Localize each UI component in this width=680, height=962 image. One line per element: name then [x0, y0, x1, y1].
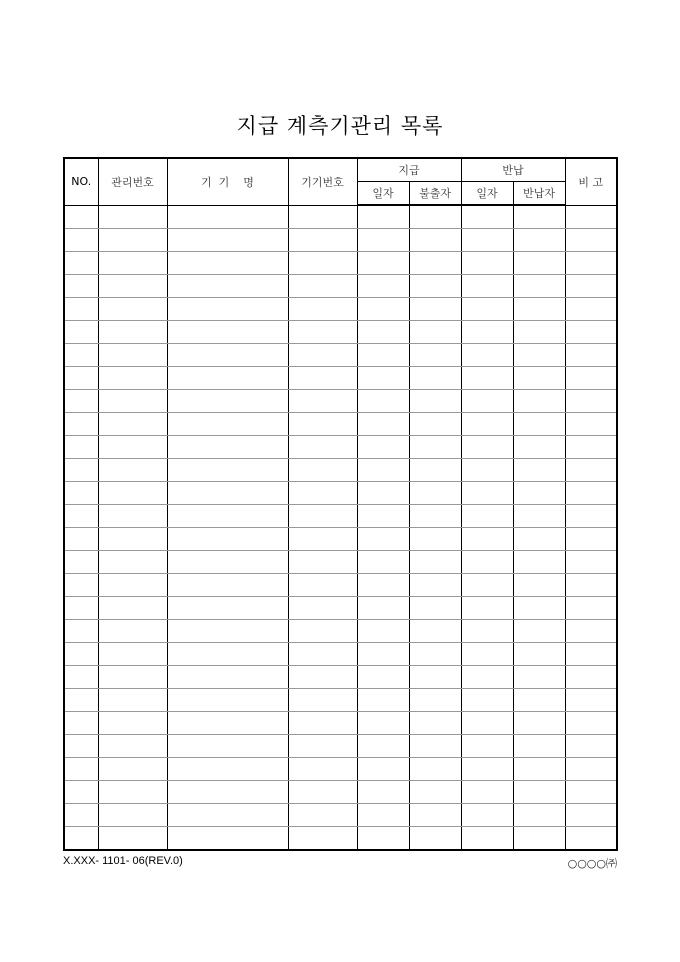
header-remarks: 비 고: [565, 158, 617, 205]
cell-remarks: [565, 781, 617, 804]
cell-management-number: [98, 413, 167, 436]
cell-issue-date: [357, 735, 409, 758]
cell-management-number: [98, 252, 167, 275]
cell-equipment-name: [167, 459, 288, 482]
cell-no: [64, 390, 98, 413]
cell-equipment-name: [167, 390, 288, 413]
table-row: [64, 781, 617, 804]
cell-management-number: [98, 551, 167, 574]
cell-equipment-number: [288, 689, 357, 712]
cell-issue-date: [357, 712, 409, 735]
cell-equipment-number: [288, 390, 357, 413]
table-row: [64, 666, 617, 689]
cell-remarks: [565, 505, 617, 528]
cell-management-number: [98, 620, 167, 643]
cell-issue-person: [409, 321, 461, 344]
cell-equipment-name: [167, 781, 288, 804]
cell-equipment-number: [288, 620, 357, 643]
cell-return-person: [513, 712, 565, 735]
cell-equipment-name: [167, 758, 288, 781]
cell-issue-person: [409, 505, 461, 528]
cell-return-person: [513, 459, 565, 482]
cell-equipment-number: [288, 459, 357, 482]
cell-return-person: [513, 666, 565, 689]
cell-remarks: [565, 804, 617, 827]
header-issue-date: 일자: [357, 182, 409, 206]
cell-return-date: [461, 758, 513, 781]
cell-equipment-name: [167, 620, 288, 643]
cell-no: [64, 597, 98, 620]
cell-equipment-name: [167, 574, 288, 597]
cell-equipment-number: [288, 229, 357, 252]
cell-issue-person: [409, 275, 461, 298]
cell-equipment-number: [288, 597, 357, 620]
cell-no: [64, 712, 98, 735]
table-row: [64, 551, 617, 574]
cell-management-number: [98, 735, 167, 758]
cell-return-date: [461, 666, 513, 689]
cell-management-number: [98, 205, 167, 229]
cell-issue-date: [357, 275, 409, 298]
cell-issue-date: [357, 620, 409, 643]
cell-no: [64, 482, 98, 505]
table-row: [64, 574, 617, 597]
cell-return-date: [461, 275, 513, 298]
cell-equipment-number: [288, 252, 357, 275]
cell-equipment-number: [288, 275, 357, 298]
cell-issue-date: [357, 781, 409, 804]
cell-return-date: [461, 689, 513, 712]
cell-issue-person: [409, 574, 461, 597]
cell-return-date: [461, 459, 513, 482]
cell-return-person: [513, 735, 565, 758]
table-row: [64, 689, 617, 712]
table-row: [64, 321, 617, 344]
cell-issue-date: [357, 321, 409, 344]
cell-remarks: [565, 390, 617, 413]
table-row: [64, 712, 617, 735]
cell-management-number: [98, 827, 167, 851]
cell-issue-person: [409, 344, 461, 367]
table-row: [64, 505, 617, 528]
cell-no: [64, 344, 98, 367]
cell-issue-person: [409, 781, 461, 804]
cell-management-number: [98, 804, 167, 827]
cell-management-number: [98, 229, 167, 252]
cell-equipment-number: [288, 413, 357, 436]
cell-equipment-number: [288, 712, 357, 735]
cell-equipment-number: [288, 505, 357, 528]
cell-issue-person: [409, 367, 461, 390]
cell-equipment-name: [167, 666, 288, 689]
cell-return-person: [513, 275, 565, 298]
cell-remarks: [565, 459, 617, 482]
cell-remarks: [565, 413, 617, 436]
table-row: [64, 413, 617, 436]
cell-no: [64, 689, 98, 712]
cell-equipment-name: [167, 436, 288, 459]
cell-issue-person: [409, 298, 461, 321]
table-body: [64, 205, 617, 850]
cell-return-person: [513, 620, 565, 643]
cell-equipment-number: [288, 344, 357, 367]
cell-equipment-name: [167, 551, 288, 574]
header-issue-group: 지급: [357, 158, 461, 182]
cell-management-number: [98, 574, 167, 597]
cell-return-person: [513, 321, 565, 344]
cell-no: [64, 666, 98, 689]
cell-management-number: [98, 321, 167, 344]
cell-return-person: [513, 827, 565, 851]
cell-equipment-name: [167, 367, 288, 390]
cell-return-person: [513, 205, 565, 229]
table-row: [64, 390, 617, 413]
cell-management-number: [98, 781, 167, 804]
cell-remarks: [565, 344, 617, 367]
cell-equipment-number: [288, 321, 357, 344]
cell-issue-person: [409, 459, 461, 482]
cell-issue-date: [357, 758, 409, 781]
cell-equipment-number: [288, 781, 357, 804]
cell-remarks: [565, 275, 617, 298]
cell-equipment-name: [167, 597, 288, 620]
cell-issue-date: [357, 574, 409, 597]
cell-equipment-name: [167, 482, 288, 505]
cell-issue-date: [357, 689, 409, 712]
cell-equipment-number: [288, 804, 357, 827]
cell-return-person: [513, 413, 565, 436]
cell-management-number: [98, 505, 167, 528]
cell-no: [64, 367, 98, 390]
cell-issue-date: [357, 390, 409, 413]
cell-return-person: [513, 229, 565, 252]
cell-return-date: [461, 827, 513, 851]
cell-issue-date: [357, 298, 409, 321]
equipment-list-table: [63, 157, 618, 851]
document-title: 지급 계측기관리 목록: [236, 114, 444, 138]
cell-issue-date: [357, 827, 409, 851]
cell-no: [64, 252, 98, 275]
cell-management-number: [98, 758, 167, 781]
cell-issue-date: [357, 482, 409, 505]
cell-issue-date: [357, 413, 409, 436]
cell-return-date: [461, 804, 513, 827]
cell-remarks: [565, 298, 617, 321]
cell-return-person: [513, 643, 565, 666]
cell-return-date: [461, 712, 513, 735]
cell-issue-date: [357, 252, 409, 275]
cell-return-date: [461, 298, 513, 321]
company-name: ○○○○㈜: [567, 857, 617, 870]
table-row: [64, 827, 617, 851]
cell-equipment-number: [288, 482, 357, 505]
cell-equipment-name: [167, 528, 288, 551]
cell-issue-person: [409, 205, 461, 229]
cell-return-date: [461, 205, 513, 229]
cell-return-date: [461, 367, 513, 390]
cell-return-person: [513, 781, 565, 804]
table-row: [64, 344, 617, 367]
cell-return-date: [461, 735, 513, 758]
cell-return-date: [461, 413, 513, 436]
cell-issue-person: [409, 643, 461, 666]
cell-equipment-name: [167, 804, 288, 827]
cell-return-person: [513, 482, 565, 505]
cell-issue-person: [409, 804, 461, 827]
cell-no: [64, 758, 98, 781]
cell-equipment-number: [288, 735, 357, 758]
cell-remarks: [565, 252, 617, 275]
cell-equipment-name: [167, 643, 288, 666]
cell-equipment-name: [167, 413, 288, 436]
table-row: [64, 643, 617, 666]
cell-remarks: [565, 620, 617, 643]
cell-remarks: [565, 205, 617, 229]
cell-issue-person: [409, 390, 461, 413]
cell-issue-person: [409, 436, 461, 459]
cell-issue-date: [357, 459, 409, 482]
cell-remarks: [565, 482, 617, 505]
cell-return-date: [461, 781, 513, 804]
cell-remarks: [565, 735, 617, 758]
cell-return-date: [461, 620, 513, 643]
cell-equipment-name: [167, 205, 288, 229]
cell-issue-date: [357, 436, 409, 459]
cell-remarks: [565, 436, 617, 459]
cell-issue-date: [357, 551, 409, 574]
cell-no: [64, 436, 98, 459]
cell-no: [64, 505, 98, 528]
cell-remarks: [565, 321, 617, 344]
form-code: X.XXX- 1101- 06(REV.0): [63, 855, 183, 867]
cell-issue-person: [409, 620, 461, 643]
table-row: [64, 758, 617, 781]
cell-management-number: [98, 436, 167, 459]
cell-return-person: [513, 436, 565, 459]
cell-management-number: [98, 666, 167, 689]
header-return-date: 일자: [461, 182, 513, 206]
table-row: [64, 804, 617, 827]
cell-issue-person: [409, 735, 461, 758]
table-row: [64, 205, 617, 229]
cell-management-number: [98, 367, 167, 390]
cell-issue-person: [409, 252, 461, 275]
table-row: [64, 367, 617, 390]
cell-return-date: [461, 597, 513, 620]
table-row: [64, 275, 617, 298]
cell-issue-date: [357, 804, 409, 827]
cell-remarks: [565, 758, 617, 781]
cell-no: [64, 643, 98, 666]
cell-no: [64, 827, 98, 851]
cell-return-date: [461, 528, 513, 551]
cell-remarks: [565, 528, 617, 551]
cell-issue-date: [357, 528, 409, 551]
table-row: [64, 620, 617, 643]
cell-issue-person: [409, 551, 461, 574]
header-equipment-name: 기 기 명: [167, 158, 288, 205]
cell-issue-date: [357, 367, 409, 390]
cell-equipment-number: [288, 643, 357, 666]
cell-no: [64, 781, 98, 804]
cell-remarks: [565, 574, 617, 597]
table-row: [64, 482, 617, 505]
table-row: [64, 298, 617, 321]
cell-equipment-number: [288, 551, 357, 574]
cell-no: [64, 551, 98, 574]
cell-no: [64, 413, 98, 436]
cell-management-number: [98, 344, 167, 367]
cell-return-date: [461, 482, 513, 505]
cell-issue-date: [357, 344, 409, 367]
cell-issue-date: [357, 205, 409, 229]
cell-issue-person: [409, 528, 461, 551]
header-equipment-number: 기기번호: [288, 158, 357, 205]
cell-no: [64, 275, 98, 298]
cell-equipment-name: [167, 505, 288, 528]
cell-return-date: [461, 321, 513, 344]
cell-remarks: [565, 666, 617, 689]
cell-management-number: [98, 275, 167, 298]
cell-return-date: [461, 505, 513, 528]
cell-management-number: [98, 689, 167, 712]
cell-remarks: [565, 597, 617, 620]
cell-no: [64, 321, 98, 344]
cell-management-number: [98, 459, 167, 482]
cell-issue-person: [409, 482, 461, 505]
table-row: [64, 597, 617, 620]
cell-equipment-name: [167, 827, 288, 851]
cell-return-date: [461, 436, 513, 459]
cell-equipment-number: [288, 827, 357, 851]
cell-return-date: [461, 252, 513, 275]
cell-return-person: [513, 298, 565, 321]
cell-remarks: [565, 689, 617, 712]
cell-return-person: [513, 390, 565, 413]
table-row: [64, 528, 617, 551]
cell-management-number: [98, 298, 167, 321]
cell-remarks: [565, 827, 617, 851]
header-management-number: 관리번호: [98, 158, 167, 205]
cell-remarks: [565, 712, 617, 735]
table-row: [64, 252, 617, 275]
cell-issue-person: [409, 827, 461, 851]
cell-no: [64, 229, 98, 252]
cell-issue-person: [409, 758, 461, 781]
cell-equipment-number: [288, 367, 357, 390]
cell-issue-date: [357, 666, 409, 689]
cell-no: [64, 528, 98, 551]
cell-issue-person: [409, 229, 461, 252]
cell-equipment-name: [167, 298, 288, 321]
cell-return-person: [513, 689, 565, 712]
table-row: [64, 459, 617, 482]
cell-equipment-name: [167, 344, 288, 367]
cell-issue-person: [409, 597, 461, 620]
cell-equipment-number: [288, 758, 357, 781]
cell-issue-person: [409, 666, 461, 689]
cell-no: [64, 804, 98, 827]
cell-remarks: [565, 229, 617, 252]
table-row: [64, 436, 617, 459]
cell-equipment-name: [167, 321, 288, 344]
cell-management-number: [98, 482, 167, 505]
cell-return-person: [513, 252, 565, 275]
cell-equipment-number: [288, 574, 357, 597]
cell-no: [64, 574, 98, 597]
cell-return-date: [461, 344, 513, 367]
cell-issue-date: [357, 643, 409, 666]
cell-return-date: [461, 574, 513, 597]
cell-no: [64, 298, 98, 321]
cell-no: [64, 459, 98, 482]
cell-return-date: [461, 551, 513, 574]
cell-equipment-number: [288, 528, 357, 551]
cell-return-person: [513, 344, 565, 367]
header-return-person: 반납자: [513, 182, 565, 206]
cell-issue-date: [357, 229, 409, 252]
cell-equipment-number: [288, 205, 357, 229]
cell-remarks: [565, 643, 617, 666]
cell-remarks: [565, 367, 617, 390]
cell-remarks: [565, 551, 617, 574]
cell-issue-date: [357, 505, 409, 528]
cell-equipment-name: [167, 229, 288, 252]
table-row: [64, 735, 617, 758]
table-row: [64, 229, 617, 252]
cell-no: [64, 205, 98, 229]
cell-issue-person: [409, 413, 461, 436]
cell-issue-date: [357, 597, 409, 620]
cell-management-number: [98, 528, 167, 551]
cell-management-number: [98, 597, 167, 620]
cell-return-person: [513, 505, 565, 528]
cell-no: [64, 620, 98, 643]
cell-equipment-number: [288, 298, 357, 321]
cell-return-date: [461, 229, 513, 252]
cell-equipment-name: [167, 252, 288, 275]
cell-return-person: [513, 551, 565, 574]
cell-return-date: [461, 643, 513, 666]
header-issue-person: 불출자: [409, 182, 461, 206]
cell-equipment-name: [167, 275, 288, 298]
cell-equipment-number: [288, 666, 357, 689]
cell-no: [64, 735, 98, 758]
cell-return-person: [513, 367, 565, 390]
cell-management-number: [98, 390, 167, 413]
cell-return-person: [513, 597, 565, 620]
cell-management-number: [98, 643, 167, 666]
cell-return-person: [513, 574, 565, 597]
cell-equipment-name: [167, 689, 288, 712]
cell-issue-person: [409, 712, 461, 735]
cell-equipment-number: [288, 436, 357, 459]
cell-return-person: [513, 758, 565, 781]
cell-equipment-name: [167, 712, 288, 735]
header-no: NO.: [64, 158, 98, 205]
cell-return-date: [461, 390, 513, 413]
cell-equipment-name: [167, 735, 288, 758]
cell-return-person: [513, 528, 565, 551]
cell-issue-person: [409, 689, 461, 712]
cell-return-person: [513, 804, 565, 827]
cell-management-number: [98, 712, 167, 735]
header-return-group: 반납: [461, 158, 565, 182]
